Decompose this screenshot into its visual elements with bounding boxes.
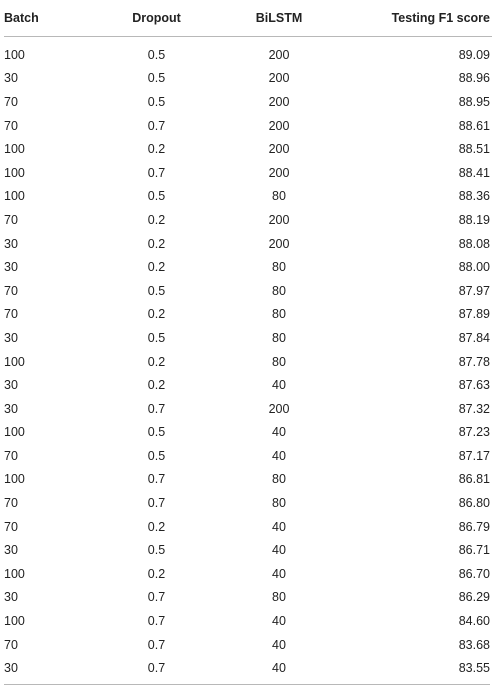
table-row <box>4 421 492 445</box>
cell-bilstm: 40 <box>272 425 286 440</box>
table-row <box>4 208 492 232</box>
cell-batch: 30 <box>4 260 18 275</box>
cell-f1-score: 88.08 <box>458 236 490 251</box>
cell-f1-score: 87.89 <box>458 307 490 322</box>
cell-dropout: 0.5 <box>147 47 166 62</box>
cell-f1-score: 88.36 <box>458 189 490 204</box>
table-row <box>4 350 492 374</box>
cell-dropout: 0.2 <box>147 307 166 322</box>
cell-bilstm: 200 <box>268 71 290 86</box>
cell-f1-score: 86.79 <box>458 519 490 534</box>
cell-bilstm: 200 <box>268 401 290 416</box>
cell-batch: 70 <box>4 94 18 109</box>
cell-dropout: 0.5 <box>147 71 166 86</box>
cell-dropout: 0.7 <box>147 118 166 133</box>
table-row <box>4 656 492 680</box>
header-dropout: Dropout <box>104 0 209 37</box>
header-f1-score: Testing F1 score <box>349 0 492 37</box>
cell-dropout: 0.2 <box>147 354 166 369</box>
cell-dropout: 0.2 <box>147 236 166 251</box>
cell-batch: 70 <box>4 448 18 463</box>
cell-bilstm: 80 <box>272 472 286 487</box>
table-row <box>4 67 492 91</box>
cell-dropout: 0.7 <box>147 401 166 416</box>
cell-batch: 70 <box>4 637 18 652</box>
cell-bilstm: 40 <box>272 566 286 581</box>
cell-f1-score: 88.96 <box>458 71 490 86</box>
cell-dropout: 0.2 <box>147 519 166 534</box>
table-row <box>4 444 492 468</box>
cell-dropout: 0.7 <box>147 614 166 629</box>
cell-batch: 100 <box>4 165 25 180</box>
cell-batch: 70 <box>4 496 18 511</box>
cell-dropout: 0.7 <box>147 165 166 180</box>
cell-bilstm: 80 <box>272 590 286 605</box>
cell-batch: 70 <box>4 212 18 227</box>
table-row <box>4 185 492 209</box>
cell-dropout: 0.5 <box>147 448 166 463</box>
cell-dropout: 0.2 <box>147 378 166 393</box>
table-body <box>4 37 492 681</box>
cell-dropout: 0.7 <box>147 472 166 487</box>
cell-batch: 70 <box>4 118 18 133</box>
table-bottom-rule <box>4 684 490 685</box>
table-row <box>4 161 492 185</box>
table-row <box>4 633 492 657</box>
cell-f1-score: 87.17 <box>458 448 490 463</box>
cell-f1-score: 87.97 <box>458 283 490 298</box>
header-batch: Batch <box>4 0 104 37</box>
cell-bilstm: 80 <box>272 260 286 275</box>
cell-f1-score: 86.70 <box>458 566 490 581</box>
header-row <box>4 0 492 37</box>
cell-f1-score: 87.23 <box>458 425 490 440</box>
cell-dropout: 0.2 <box>147 142 166 157</box>
cell-batch: 70 <box>4 307 18 322</box>
cell-batch: 30 <box>4 378 18 393</box>
cell-bilstm: 80 <box>272 330 286 345</box>
cell-bilstm: 80 <box>272 307 286 322</box>
cell-batch: 100 <box>4 189 25 204</box>
cell-batch: 30 <box>4 661 18 676</box>
cell-f1-score: 88.95 <box>458 94 490 109</box>
cell-batch: 100 <box>4 425 25 440</box>
cell-batch: 30 <box>4 236 18 251</box>
cell-dropout: 0.5 <box>147 425 166 440</box>
cell-batch: 70 <box>4 283 18 298</box>
table-header <box>4 0 492 37</box>
cell-bilstm: 200 <box>268 94 290 109</box>
cell-bilstm: 40 <box>272 614 286 629</box>
cell-bilstm: 80 <box>272 283 286 298</box>
cell-bilstm: 200 <box>268 236 290 251</box>
cell-batch: 30 <box>4 401 18 416</box>
table-row <box>4 137 492 161</box>
cell-bilstm: 40 <box>272 378 286 393</box>
cell-f1-score: 88.19 <box>458 212 490 227</box>
cell-batch: 100 <box>4 566 25 581</box>
cell-bilstm: 200 <box>268 212 290 227</box>
results-table-container <box>4 0 490 685</box>
cell-f1-score: 87.63 <box>458 378 490 393</box>
cell-batch: 100 <box>4 142 25 157</box>
cell-batch: 100 <box>4 472 25 487</box>
cell-batch: 30 <box>4 71 18 86</box>
cell-f1-score: 88.41 <box>458 165 490 180</box>
cell-bilstm: 200 <box>268 118 290 133</box>
table-row <box>4 515 492 539</box>
cell-f1-score: 86.81 <box>458 472 490 487</box>
cell-bilstm: 80 <box>272 496 286 511</box>
cell-bilstm: 80 <box>272 354 286 369</box>
cell-dropout: 0.5 <box>147 94 166 109</box>
table-row <box>4 491 492 515</box>
cell-bilstm: 200 <box>268 47 290 62</box>
cell-batch: 100 <box>4 47 25 62</box>
table-row <box>4 468 492 492</box>
table-row <box>4 114 492 138</box>
table-row <box>4 586 492 610</box>
table-row <box>4 232 492 256</box>
cell-bilstm: 40 <box>272 519 286 534</box>
header-bilstm: BiLSTM <box>209 0 349 37</box>
cell-f1-score: 86.29 <box>458 590 490 605</box>
cell-dropout: 0.2 <box>147 260 166 275</box>
table-row <box>4 255 492 279</box>
cell-f1-score: 86.71 <box>458 543 490 558</box>
cell-dropout: 0.7 <box>147 661 166 676</box>
cell-dropout: 0.5 <box>147 543 166 558</box>
cell-bilstm: 200 <box>268 142 290 157</box>
cell-dropout: 0.5 <box>147 330 166 345</box>
cell-bilstm: 40 <box>272 448 286 463</box>
cell-f1-score: 87.32 <box>458 401 490 416</box>
cell-batch: 100 <box>4 354 25 369</box>
cell-dropout: 0.7 <box>147 590 166 605</box>
cell-f1-score: 88.51 <box>458 142 490 157</box>
cell-dropout: 0.2 <box>147 212 166 227</box>
table-row <box>4 373 492 397</box>
cell-f1-score: 83.68 <box>458 637 490 652</box>
cell-dropout: 0.2 <box>147 566 166 581</box>
cell-f1-score: 87.84 <box>458 330 490 345</box>
cell-bilstm: 40 <box>272 543 286 558</box>
cell-f1-score: 88.61 <box>458 118 490 133</box>
cell-dropout: 0.5 <box>147 189 166 204</box>
cell-bilstm: 40 <box>272 661 286 676</box>
cell-dropout: 0.7 <box>147 496 166 511</box>
cell-bilstm: 200 <box>268 165 290 180</box>
cell-batch: 30 <box>4 543 18 558</box>
table-row <box>4 538 492 562</box>
cell-batch: 30 <box>4 590 18 605</box>
cell-f1-score: 87.78 <box>458 354 490 369</box>
table-row <box>4 279 492 303</box>
cell-batch: 100 <box>4 614 25 629</box>
cell-f1-score: 84.60 <box>458 614 490 629</box>
cell-f1-score: 88.00 <box>458 260 490 275</box>
table-row <box>4 562 492 586</box>
table-row <box>4 326 492 350</box>
cell-batch: 70 <box>4 519 18 534</box>
cell-bilstm: 40 <box>272 637 286 652</box>
cell-dropout: 0.5 <box>147 283 166 298</box>
cell-f1-score: 89.09 <box>458 47 490 62</box>
cell-f1-score: 83.55 <box>458 661 490 676</box>
table-row <box>4 397 492 421</box>
cell-dropout: 0.7 <box>147 637 166 652</box>
table-row <box>4 609 492 633</box>
table-row <box>4 303 492 327</box>
table-row <box>4 90 492 114</box>
table-row <box>4 37 492 67</box>
cell-f1-score: 86.80 <box>458 496 490 511</box>
results-table <box>4 0 492 680</box>
cell-batch: 30 <box>4 330 18 345</box>
cell-bilstm: 80 <box>272 189 286 204</box>
